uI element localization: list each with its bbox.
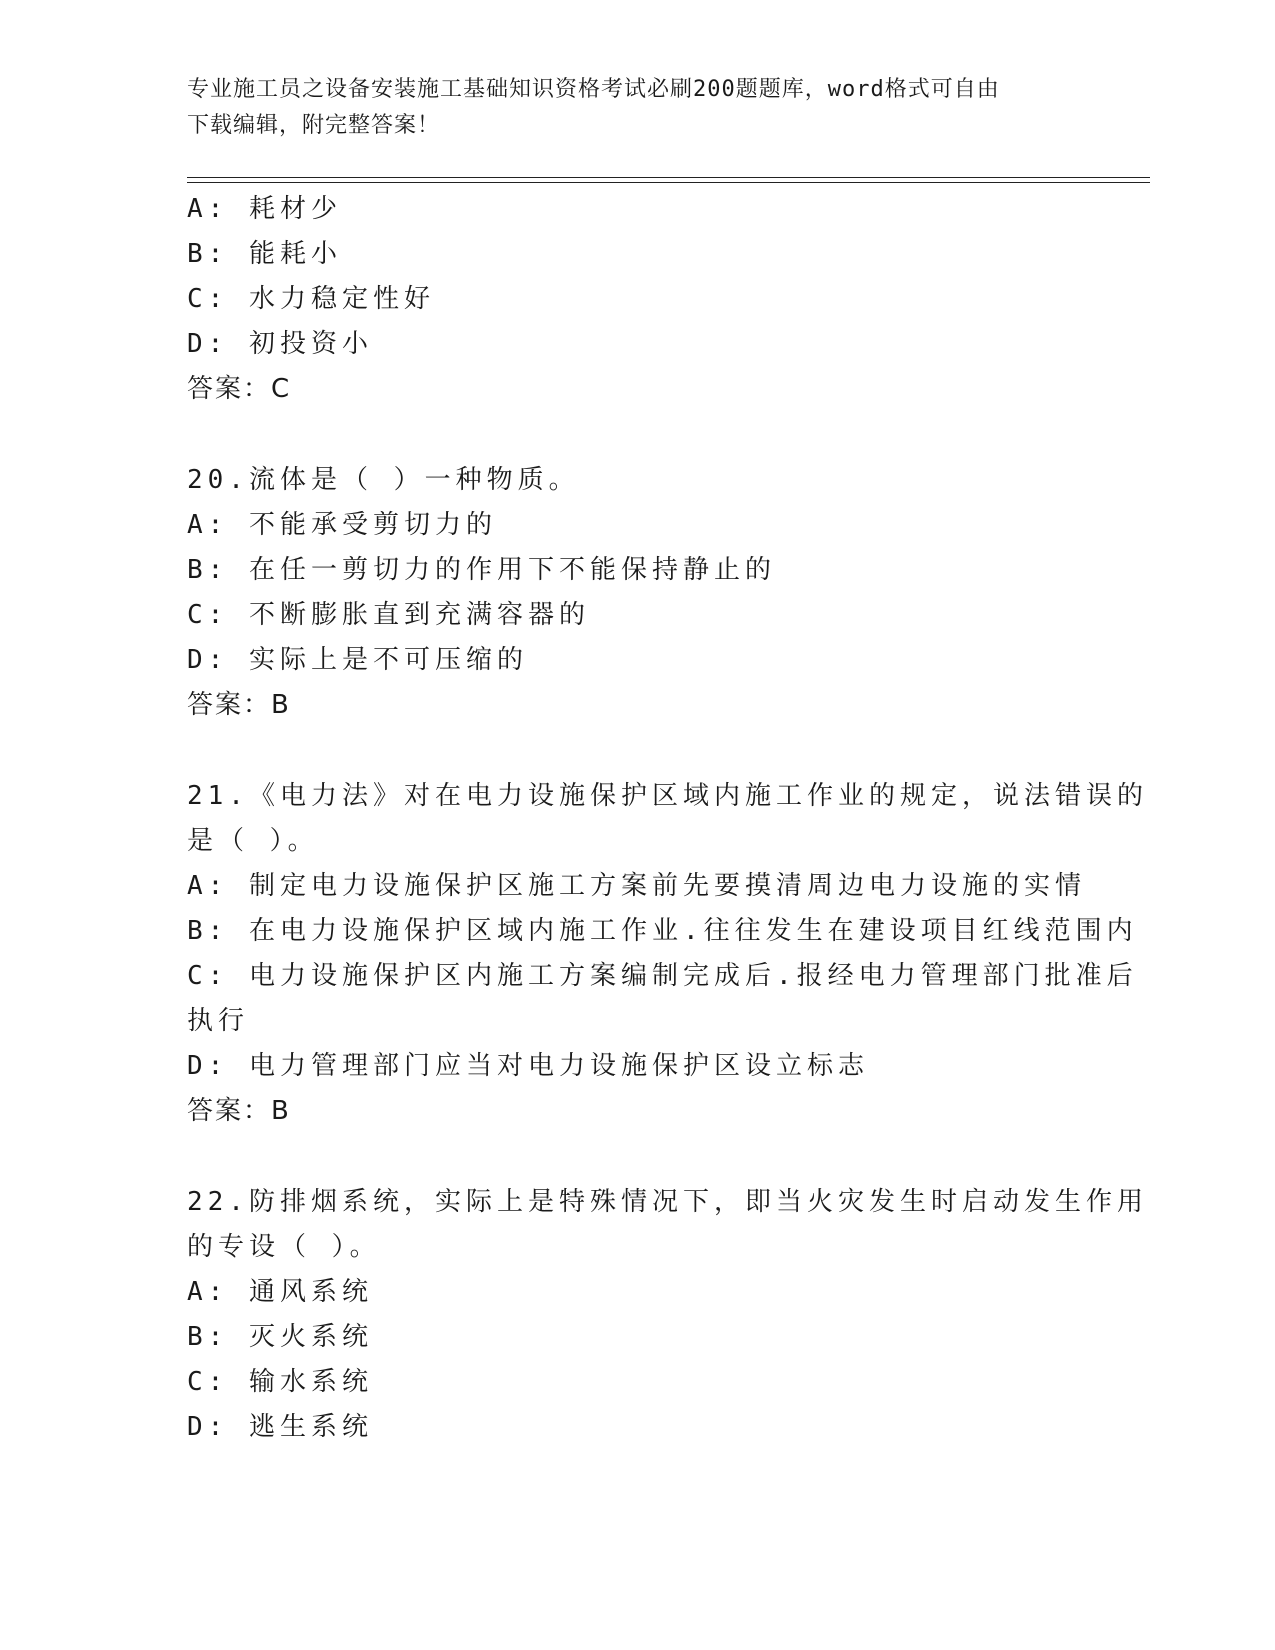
option-c: C: 输水系统	[187, 1367, 373, 1397]
answer-text: 答案：C	[187, 374, 292, 404]
question-block-22	[187, 1180, 1148, 1450]
option-a: A: 耗材少	[187, 194, 342, 224]
option-d: D: 逃生系统	[187, 1412, 373, 1442]
header-title-line-2: 下载编辑，附完整答案！	[187, 113, 441, 138]
option-c-line-1: C: 电力设施保护区内施工方案编制完成后.报经电力管理部门批准后	[187, 961, 1138, 991]
answer-text: 答案：B	[187, 1096, 291, 1126]
option-b: B: 灭火系统	[187, 1322, 373, 1352]
question-text-line-2: 是（ ）。	[187, 826, 319, 856]
question-list	[187, 187, 1148, 1450]
option-c-line-2: 执行	[187, 1006, 250, 1036]
block-spacer	[187, 412, 1087, 458]
question-block-21	[187, 774, 1148, 1134]
option-d: D: 电力管理部门应当对电力设施保护区设立标志	[187, 1051, 869, 1081]
question-text: 20.流体是（ ）一种物质。	[187, 465, 580, 495]
option-d: D: 初投资小	[187, 329, 373, 359]
option-d: D: 实际上是不可压缩的	[187, 645, 528, 675]
option-a: A: 制定电力设施保护区施工方案前先要摸清周边电力设施的实情	[187, 871, 1086, 901]
block-spacer	[187, 728, 1087, 774]
option-a: A: 不能承受剪切力的	[187, 510, 497, 540]
option-b: B: 在任一剪切力的作用下不能保持静止的	[187, 555, 776, 585]
option-c: C: 水力稳定性好	[187, 284, 435, 314]
question-block-19	[187, 187, 1087, 412]
option-b: B: 在电力设施保护区域内施工作业.往往发生在建设项目红线范围内	[187, 916, 1138, 946]
block-spacer	[187, 1134, 1087, 1180]
question-block-20	[187, 458, 1087, 728]
option-a: A: 通风系统	[187, 1277, 373, 1307]
question-text-line-1: 21.《电力法》对在电力设施保护区域内施工作业的规定，说法错误的	[187, 781, 1148, 811]
option-c: C: 不断膨胀直到充满容器的	[187, 600, 590, 630]
header-divider-top	[187, 177, 1150, 178]
answer-text: 答案：B	[187, 690, 291, 720]
question-text-line-1: 22.防排烟系统，实际上是特殊情况下，即当火灾发生时启动发生作用	[187, 1187, 1148, 1217]
option-b: B: 能耗小	[187, 239, 342, 269]
header-title-line-1: 专业施工员之设备安装施工基础知识资格考试必刷200题题库，word格式可自由	[187, 77, 1000, 102]
question-text-line-2: 的专设（ ）。	[187, 1232, 381, 1262]
header-divider-bottom	[187, 182, 1150, 183]
document-header	[187, 72, 1087, 144]
